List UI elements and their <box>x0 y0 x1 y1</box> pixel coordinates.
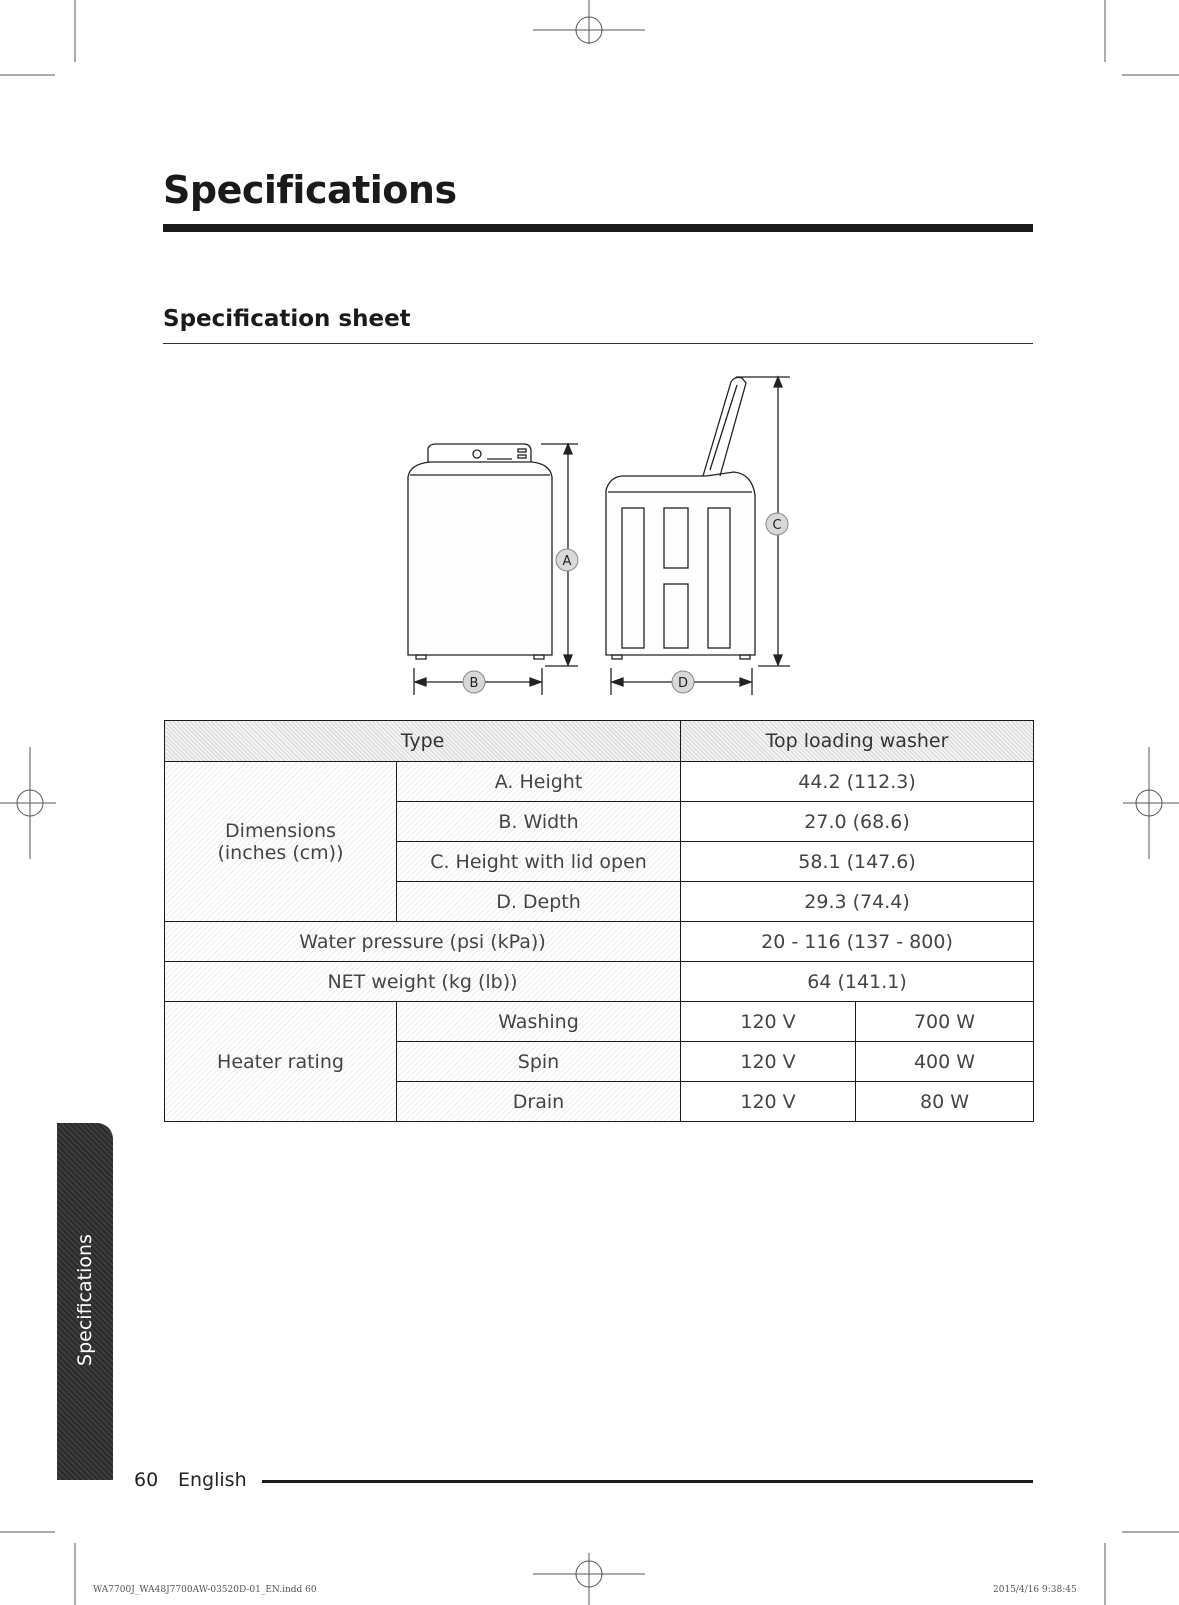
table-row <box>165 962 1034 1002</box>
row-voltage: 120 V <box>681 1042 856 1082</box>
row-value: 44.2 (112.3) <box>681 762 1034 802</box>
footer-rule <box>262 1480 1033 1483</box>
water-pressure-label: Water pressure (psi (kPa)) <box>165 922 681 962</box>
title-rule <box>163 224 1033 232</box>
page-language: English <box>178 1469 247 1491</box>
row-voltage: 120 V <box>681 1082 856 1122</box>
dimensions-group-label <box>165 762 397 922</box>
row-voltage: 120 V <box>681 1002 856 1042</box>
row-label: Drain <box>397 1082 681 1122</box>
label-d: D <box>677 676 689 691</box>
header-type: Type <box>165 721 681 762</box>
water-pressure-value: 20 - 116 (137 - 800) <box>681 922 1034 962</box>
row-value: 29.3 (74.4) <box>681 882 1034 922</box>
row-label: A. Height <box>397 762 681 802</box>
row-power: 400 W <box>856 1042 1034 1082</box>
specification-table <box>164 720 1034 1122</box>
label-c: C <box>772 518 782 533</box>
row-value: 58.1 (147.6) <box>681 842 1034 882</box>
print-date-slug: 2015/4/16 9:38:45 <box>993 1585 1077 1595</box>
net-weight-label: NET weight (kg (lb)) <box>165 962 681 1002</box>
washer-dimension-diagram <box>400 370 800 700</box>
row-power: 80 W <box>856 1082 1034 1122</box>
page-number: 60 <box>134 1469 159 1491</box>
dimensions-label: Dimensions <box>225 819 336 842</box>
table-header-row <box>165 721 1034 762</box>
row-power: 700 W <box>856 1002 1034 1042</box>
heater-group-label: Heater rating <box>165 1002 397 1122</box>
label-b: B <box>469 676 479 691</box>
table-row <box>165 762 1034 802</box>
side-section-label: Specifications <box>74 1234 96 1366</box>
row-label: Spin <box>397 1042 681 1082</box>
print-file-slug: WA7700J_WA48J7700AW-03520D-01_EN.indd 60 <box>93 1585 317 1595</box>
section-subtitle: Specification sheet <box>163 306 411 332</box>
row-label: Washing <box>397 1002 681 1042</box>
dimensions-unit: (inches (cm)) <box>217 841 344 864</box>
row-value: 27.0 (68.6) <box>681 802 1034 842</box>
row-label: B. Width <box>397 802 681 842</box>
header-model: Top loading washer <box>681 721 1034 762</box>
label-a: A <box>562 554 572 569</box>
subtitle-rule <box>163 343 1033 344</box>
table-row <box>165 922 1034 962</box>
page-title: Specifications <box>163 168 457 212</box>
row-label: D. Depth <box>397 882 681 922</box>
net-weight-value: 64 (141.1) <box>681 962 1034 1002</box>
table-row <box>165 1002 1034 1042</box>
row-label: C. Height with lid open <box>397 842 681 882</box>
